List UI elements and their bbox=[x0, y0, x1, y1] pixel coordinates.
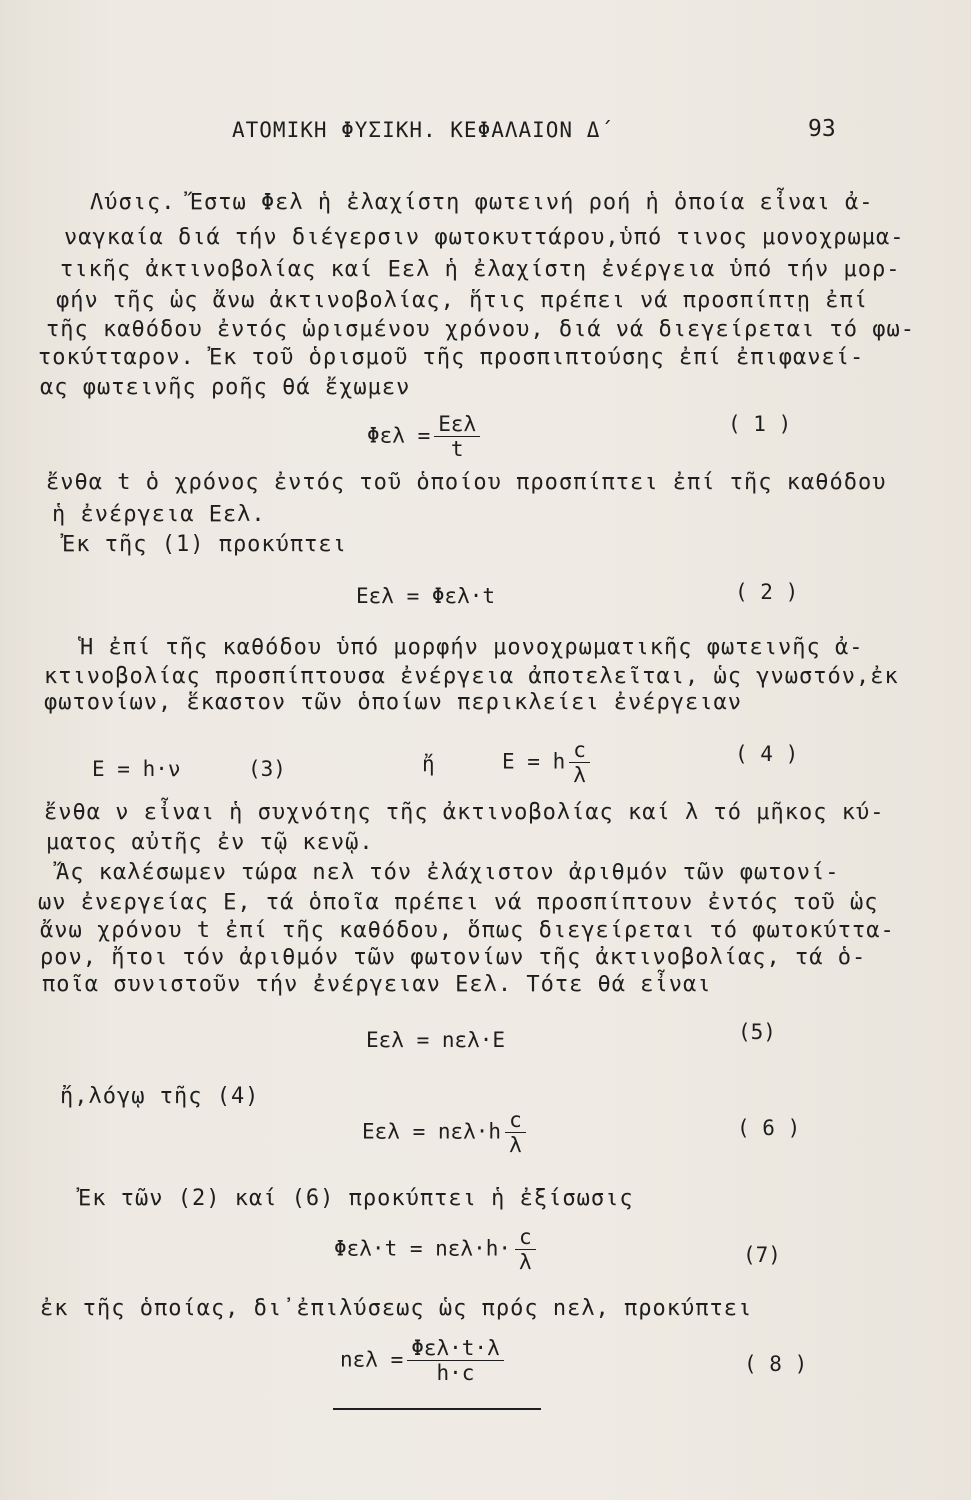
equation-number: ( 2 ) bbox=[735, 580, 799, 604]
equation-1 bbox=[367, 412, 484, 461]
numerator: Φελ·t·λ bbox=[407, 1336, 504, 1361]
or-word: ἤ bbox=[422, 752, 435, 776]
equation-4 bbox=[502, 738, 594, 787]
equation-2: Εελ = Φελ·t bbox=[356, 584, 496, 608]
text-line: ρον, ἤτοι τόν ἀριθμόν τῶν φωτονίων τῆς ἀκτινοβολίας, τά ὁ- bbox=[40, 945, 867, 970]
text-line: Ἐκ τῶν (2) καί (6) προκύπτει ἡ ἐξίσωσις bbox=[78, 1186, 634, 1211]
numerator: Εελ bbox=[434, 412, 480, 437]
text-line: Ἄς καλέσωμεν τώρα nελ τόν ἐλάχιστον ἀριθμόν τῶν φωτονί- bbox=[56, 860, 840, 885]
equation-number: (7) bbox=[743, 1243, 781, 1267]
denominator: t bbox=[450, 437, 464, 462]
text-line: τικῆς ἀκτινοβολίας καί Εελ ἡ ἐλαχίστη ἐνέργεια ὑπό τήν μορ- bbox=[60, 257, 901, 282]
equation-number: (5) bbox=[738, 1020, 776, 1044]
equation-6 bbox=[362, 1108, 530, 1157]
text-line: ας φωτεινῆς ροῆς θά ἔχωμεν bbox=[40, 375, 411, 400]
numerator: c bbox=[515, 1225, 536, 1250]
equation-lhs: Εελ = nελ·h bbox=[362, 1119, 502, 1144]
equation-3: E = h·ν bbox=[92, 757, 181, 781]
equation-5: Εελ = nελ·E bbox=[366, 1028, 506, 1052]
numerator: c bbox=[505, 1108, 526, 1133]
text-line: ματος αὐτῆς ἐν τῷ κενῷ. bbox=[46, 830, 374, 855]
denominator: λ bbox=[519, 1250, 532, 1275]
equation-number: ( 8 ) bbox=[744, 1352, 808, 1376]
text-line: φήν τῆς ὡς ἄνω ἀκτινοβολίας, ἥτις πρέπει νά προσπίπτῃ ἐπί bbox=[56, 288, 868, 313]
equation-number: ( 4 ) bbox=[735, 742, 799, 766]
denominator: λ bbox=[509, 1133, 522, 1158]
text-line: ων ἐνεργείας Ε, τά ὁποῖα πρέπει νά προσπίπτουν ἐντός τοῦ ὡς bbox=[38, 890, 879, 915]
equation-number: (3) bbox=[248, 757, 286, 781]
running-header: ΑΤΟΜΙΚΗ ΦΥΣΙΚΗ. ΚΕΦΑΛΑΙΟΝ Δ΄ bbox=[232, 118, 615, 142]
text-line: Ἡ ἐπί τῆς καθόδου ὑπό μορφήν μονοχρωματικῆς φωτεινῆς ἀ- bbox=[80, 635, 864, 660]
numerator: c bbox=[569, 738, 590, 763]
text-line: Λύσις. Ἔστω Φελ ἡ ἐλαχίστη φωτεινή ροή ἡ ὁποία εἶναι ἀ- bbox=[90, 190, 874, 215]
equation-lhs: E = h bbox=[502, 749, 566, 774]
equation-lhs: Φελ = bbox=[367, 423, 431, 448]
equation-8 bbox=[340, 1336, 508, 1385]
denominator: λ bbox=[573, 763, 586, 788]
fraction bbox=[515, 1225, 536, 1274]
text-line: κτινοβολίας προσπίπτουσα ἐνέργεια ἀποτελεῖται, ὡς γνωστόν,ἐκ bbox=[44, 664, 899, 689]
equation-lhs: nελ = bbox=[340, 1347, 404, 1372]
text-line: τοκύτταρον. Ἐκ τοῦ ὁρισμοῦ τῆς προσπιπτούσης ἐπί ἐπιφανεί- bbox=[38, 345, 865, 370]
text-line: τῆς καθόδου ἐντός ὡρισμένου χρόνου, διά νά διεγείρεται τό φω- bbox=[46, 317, 915, 342]
equation-7 bbox=[334, 1225, 540, 1274]
text-line: ἔνθα t ὁ χρόνος ἐντός τοῦ ὁποίου προσπίπτει ἐπί τῆς καθόδου bbox=[46, 470, 887, 495]
fraction bbox=[434, 412, 480, 461]
text-line: ἡ ἐνέργεια Εελ. bbox=[52, 502, 266, 527]
fraction bbox=[569, 738, 590, 787]
end-rule bbox=[333, 1408, 541, 1410]
text-line: Ἐκ τῆς (1) προκύπτει bbox=[62, 532, 347, 557]
text-line: ἤ,λόγῳ τῆς (4) bbox=[60, 1084, 260, 1109]
text-line: ἐκ τῆς ὁποίας, δι᾽ἐπιλύσεως ὡς πρός nελ, προκύπτει bbox=[40, 1296, 753, 1321]
denominator: h·c bbox=[436, 1361, 475, 1386]
text-line: ποῖα συνιστοῦν τήν ἐνέργειαν Εελ. Τότε θά εἶναι bbox=[42, 972, 712, 997]
text-line: φωτονίων, ἕκαστον τῶν ὁποίων περικλείει ἐνέργειαν bbox=[44, 690, 743, 715]
text-line: ἔνθα ν εἶναι ἡ συχνότης τῆς ἀκτινοβολίας καί λ τό μῆκος κύ- bbox=[44, 800, 885, 825]
equation-number: ( 1 ) bbox=[728, 412, 792, 436]
equation-number: ( 6 ) bbox=[737, 1116, 801, 1140]
page-number: 93 bbox=[808, 116, 836, 142]
text-line: ἄνω χρόνου t ἐπί τῆς καθόδου, ὅπως διεγείρεται τό φωτοκύττα- bbox=[40, 918, 895, 943]
equation-lhs: Φελ·t = nελ·h· bbox=[334, 1236, 512, 1261]
text-line: ναγκαία διά τήν διέγερσιν φωτοκυττάρου,ὑπό τινος μονοχρωμα- bbox=[64, 225, 905, 250]
fraction bbox=[407, 1336, 504, 1385]
fraction bbox=[505, 1108, 526, 1157]
